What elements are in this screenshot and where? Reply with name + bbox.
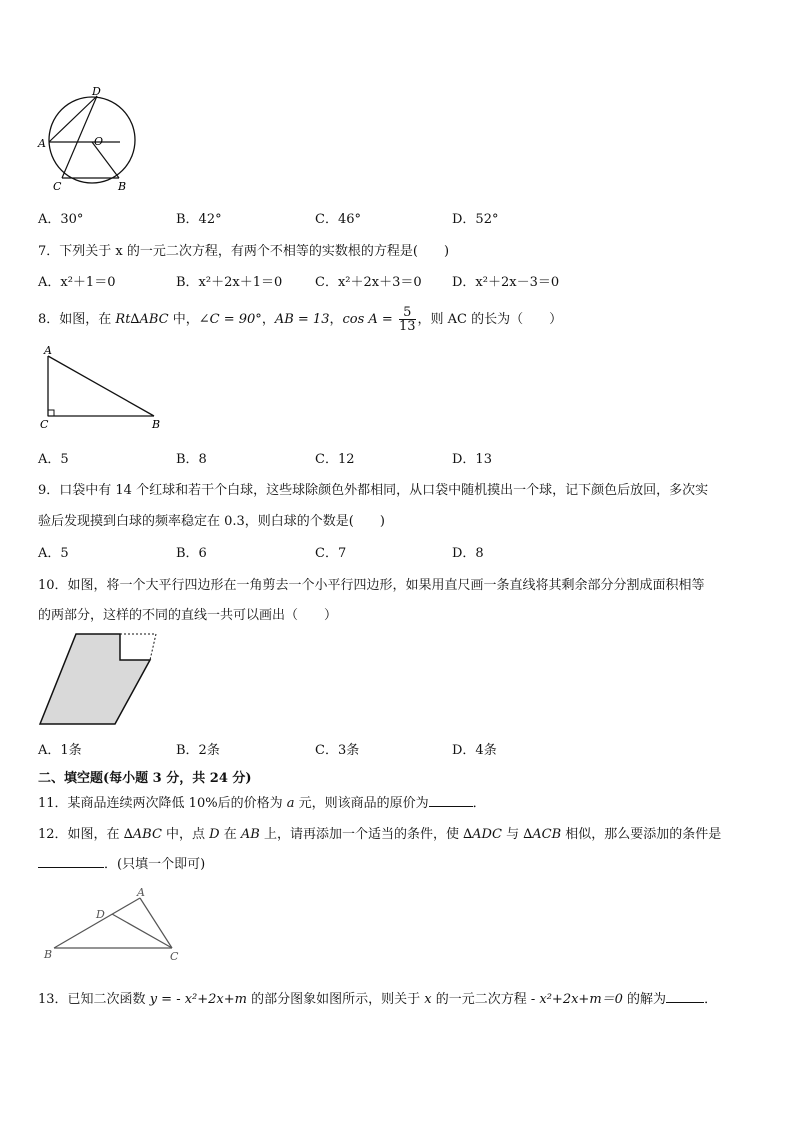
q8-fraction <box>399 306 416 333</box>
q11-var-a: a <box>286 796 295 811</box>
cut-corner-outline <box>120 634 156 660</box>
q12-text-c: 在 <box>219 827 241 842</box>
q12-point-d: D <box>209 827 220 842</box>
q7-option-c: C．x²＋2x＋3＝0 <box>315 275 422 290</box>
q9-stem-line2: 验后发现摸到白球的频率稳定在 0.3，则白球的个数是( ) <box>38 514 385 529</box>
side-ab <box>48 356 154 416</box>
q13-equation: - x²+2x+m＝0 <box>530 992 623 1007</box>
q9-option-c: C．7 <box>315 546 347 561</box>
remaining-shape <box>40 634 150 724</box>
label-c: C <box>40 418 49 431</box>
q10-stem-line2: 的两部分，这样的不同的直线一共可以画出（ ） <box>38 608 338 623</box>
q12-text-a: 12．如图，在 <box>38 827 124 842</box>
label-b: B <box>118 180 127 193</box>
q10-parallelogram-figure <box>38 632 163 728</box>
q13-text-c: 的一元二次方程 <box>431 992 531 1007</box>
q13-stem <box>38 988 717 1007</box>
label-b: B <box>152 418 161 431</box>
side-ac <box>140 898 172 948</box>
q8-text-d: ， <box>329 312 343 327</box>
q6-option-b: B．42° <box>176 212 222 227</box>
q12-triangle-figure <box>42 884 192 964</box>
q11-answer-blank[interactable] <box>429 794 473 807</box>
q6-option-a: A．30° <box>38 212 84 227</box>
chord-dc <box>62 96 97 178</box>
q13-var-x: x <box>424 992 432 1007</box>
q12-stem-line1 <box>38 823 721 842</box>
q8-text-b: 中， <box>168 312 199 327</box>
label-c: C <box>53 180 62 193</box>
right-angle-mark <box>48 410 54 416</box>
label-a: A <box>44 344 52 357</box>
q12-stem-line2 <box>38 853 205 872</box>
q8-option-c: C．12 <box>315 452 355 467</box>
q8-text-a: 8．如图，在 <box>38 312 116 327</box>
q6-circle-figure <box>34 84 144 194</box>
q11-text-a: 11．某商品连续两次降低 10%后的价格为 <box>38 796 287 811</box>
q12-text-f: 相似，那么要添加的条件是 <box>561 827 722 842</box>
q9-option-a: A．5 <box>38 546 69 561</box>
q10-option-d: D．4条 <box>452 743 497 758</box>
q8-option-a: A．5 <box>38 452 69 467</box>
label-b: B <box>44 948 53 961</box>
q12-text-g: ．(只填一个即可) <box>104 857 206 872</box>
q12-seg-ab: AB <box>240 827 260 842</box>
q11-stem <box>38 792 486 811</box>
q11-text-c: ． <box>472 796 486 811</box>
q8-option-b: B．8 <box>176 452 207 467</box>
q8-cos: cos A = <box>342 312 393 327</box>
q7-option-b: B．x²＋2x＋1＝0 <box>176 275 283 290</box>
q12-tri3: ∆ACB <box>523 827 562 842</box>
label-d: D <box>96 908 105 921</box>
q8-frac-num: 5 <box>399 306 416 320</box>
q12-tri2: ∆ADC <box>463 827 502 842</box>
q10-stem-line1: 10．如图，将一个大平行四边形在一角剪去一个小平行四边形，如果用直尺画一条直线将其剩余部分分割成面积相等 <box>38 578 705 593</box>
q7-option-d: D．x²＋2x－3＝0 <box>452 275 560 290</box>
q6-option-d: D．52° <box>452 212 499 227</box>
chord-ad <box>49 96 97 142</box>
circle-o <box>49 97 135 183</box>
q8-angle: ∠C = 90° <box>198 312 262 327</box>
q13-func: y = - x²+2x+m <box>149 992 247 1007</box>
q10-option-b: B．2条 <box>176 743 220 758</box>
q12-text-b: 中，点 <box>161 827 210 842</box>
q8-stem <box>38 306 562 333</box>
q12-text-d: 上，请再添加一个适当的条件，使 <box>259 827 464 842</box>
q11-text-b: 元，则该商品的原价为 <box>294 796 429 811</box>
segment-dc <box>112 914 172 948</box>
q8-text-e: ，则 AC 的长为（ ） <box>417 312 563 327</box>
label-d: D <box>92 85 101 98</box>
q12-tri1: ∆ABC <box>123 827 162 842</box>
label-c: C <box>170 950 179 963</box>
label-a: A <box>137 886 145 899</box>
q10-option-c: C．3条 <box>315 743 360 758</box>
label-a: A <box>38 137 46 150</box>
q13-text-a: 13．已知二次函数 <box>38 992 150 1007</box>
label-o: O <box>94 135 104 148</box>
q10-option-a: A．1条 <box>38 743 82 758</box>
section2-heading: 二、填空题(每小题 3 分，共 24 分) <box>38 771 252 786</box>
q13-answer-blank[interactable] <box>666 990 704 1003</box>
q8-text-c: ， <box>261 312 275 327</box>
q7-stem: 7．下列关于 x 的一元二次方程，有两个不相等的实数根的方程是( ) <box>38 244 450 259</box>
q12-text-e: 与 <box>501 827 524 842</box>
q8-triangle-figure <box>38 344 168 434</box>
q12-answer-blank[interactable] <box>38 855 104 868</box>
q7-option-a: A．x²＋1＝0 <box>38 275 116 290</box>
q9-option-d: D．8 <box>452 546 484 561</box>
q9-option-b: B．6 <box>176 546 207 561</box>
q13-text-b: 的部分图象如图所示，则关于 <box>246 992 425 1007</box>
q6-option-c: C．46° <box>315 212 361 227</box>
q13-text-d: 的解为 <box>622 992 667 1007</box>
q8-ab: AB = 13 <box>274 312 330 327</box>
q9-stem-line1: 9．口袋中有 14 个红球和若干个白球，这些球除颜色外都相同，从口袋中随机摸出一个球，记下颜色后放回，多次实 <box>38 483 709 498</box>
q8-triangle: Rt∆ABC <box>115 312 169 327</box>
q13-text-e: ． <box>704 992 718 1007</box>
q8-option-d: D．13 <box>452 452 492 467</box>
q8-frac-den: 13 <box>398 319 416 334</box>
